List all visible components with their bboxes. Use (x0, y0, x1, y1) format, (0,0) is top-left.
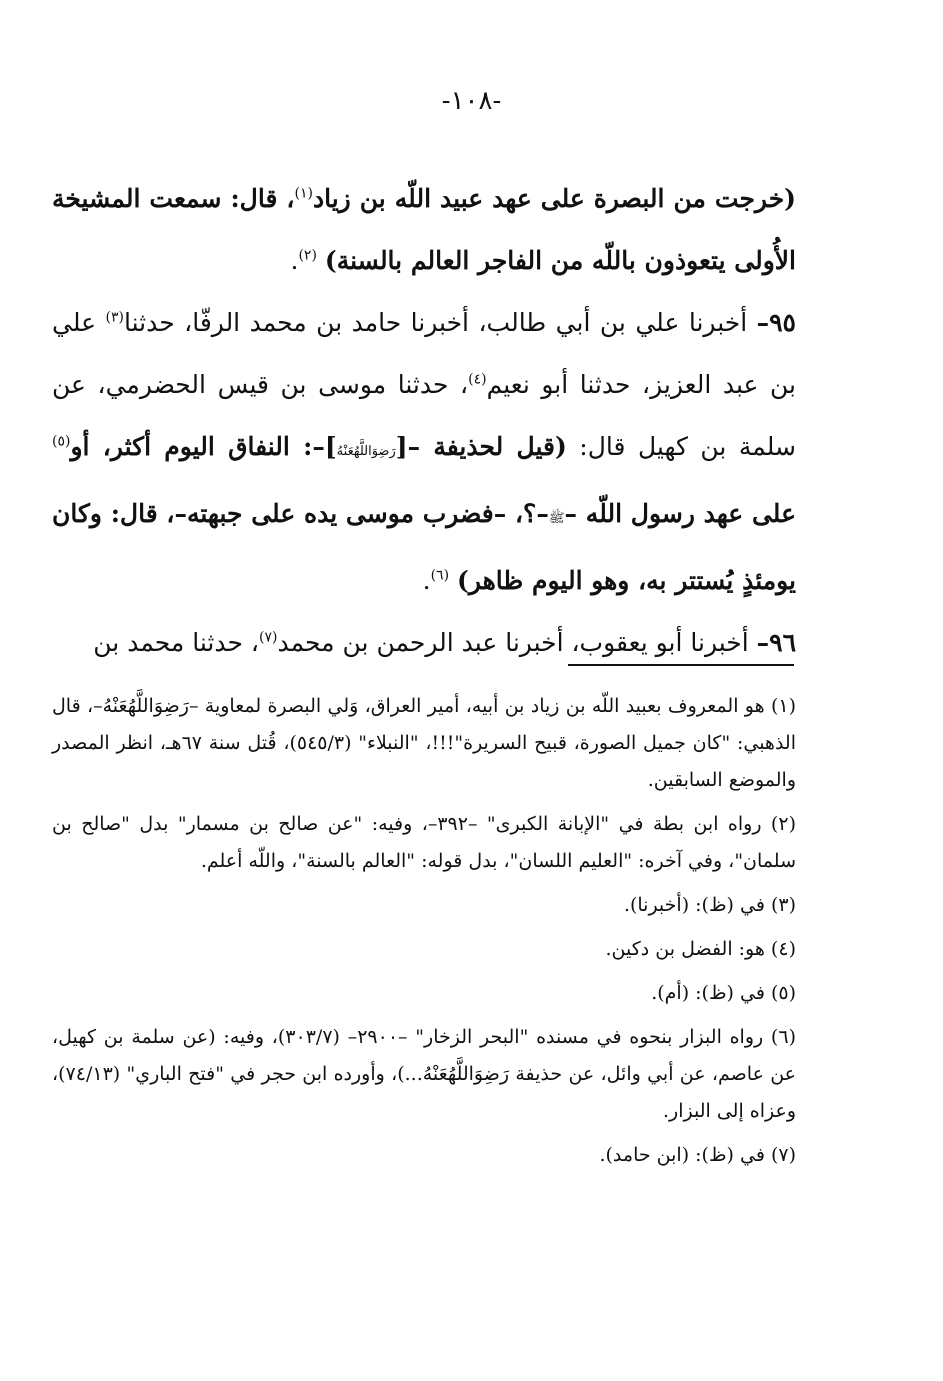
footnote-5: (٥) في (ظ): (أم). (651, 982, 796, 1004)
matn-text-part2: ]–: النفاق اليوم أكثر، أو (70, 432, 337, 461)
isnad-text-part2: علي بن عبد العزيز، حدثنا أبو نعيم (52, 308, 796, 399)
footnote-ref-7: (٧) (258, 629, 278, 646)
isnad-96-part1: أخبرنا أبو يعقوب، أخبرنا عبد الرحمن بن محمد (277, 628, 749, 657)
footnote-7: (٧) في (ظ): (ابن حامد). (599, 1144, 796, 1166)
paragraph-quote (52, 168, 796, 292)
hadith-number-95: ٩٥– (756, 308, 796, 337)
footnote-ref-5: (٥) (52, 433, 71, 450)
footnote-separator (568, 664, 794, 666)
matn-text-part4: –؟، –فضرب موسى يده على جبهته–، قال: وكان يومئذٍ يُستتر به، وهو اليوم ظاهر) (52, 499, 796, 595)
honorific-salawat: ﷺ (548, 511, 565, 526)
main-text (52, 168, 796, 674)
quote-text-end: . (290, 246, 299, 275)
footnote-2: (٢) رواه ابن بطة في "الإبانة الكبرى" –٣٩٢–، وفيه: "عن صالح بن مسمار" بدل "صالح بن سلمان"، وفي آخره: "العليم اللسان"، بدل قوله: "العالم بالسنة"، واللّه أعلم. (52, 813, 796, 872)
footnote-ref-1: (١) (294, 185, 313, 202)
isnad-96-part2: ، حدثنا محمد بن (93, 628, 259, 657)
isnad-text-part3: ، حدثنا موسى بن قيس الحضرمي، عن سلمة بن كهيل قال: (52, 370, 796, 461)
footnote-ref-4: (٤) (468, 371, 487, 388)
footnote-ref-3: (٣) (105, 309, 124, 326)
matn-text-part1: (قيل لحذيفة –[ (395, 432, 567, 461)
footnote-4: (٤) هو: الفضل بن دكين. (605, 938, 796, 960)
paragraph-95 (52, 292, 796, 612)
quote-text-part2: ، قال: سمعت المشيخة الأُولى يتعوذون باللّه من الفاجر العالم بالسنة) (52, 184, 796, 275)
isnad-text-part1: أخبرنا علي بن أبي طالب، أخبرنا حامد بن محمد الرفّا، حدثنا (123, 308, 748, 337)
footnote-ref-6: (٦) (430, 567, 450, 584)
matn-text-part3: على عهد رسول اللّه – (564, 499, 796, 528)
footnote-1: (١) هو المعروف بعبيد اللّه بن زياد بن أبيه، أمير العراق، وَلي البصرة لمعاوية –رَضِوَاللَّهُعَنْهُ–، قال الذهبي: "كان جميل الصورة، قبيح السريرة"!!!، "النبلاء" (٥٤٥/٣)، قُتل سنة ٦٧هـ، انظر المصدر والموضع السابقين. (52, 695, 796, 791)
page-number: -١٠٨- (441, 86, 502, 116)
hadith-number-96: ٩٦– (756, 628, 796, 657)
matn-text-end: . (422, 566, 431, 595)
honorific-radiyallahu: رَضِوَاللَّهُعَنْهُ (336, 444, 396, 459)
footnote-6: (٦) رواه البزار بنحوه في مسنده "البحر الزخار" –٢٩٠٠– (٣٠٣/٧)، وفيه: (عن سلمة بن كهيل، عن عاصم، عن أبي وائل، عن حذيفة رَضِوَاللَّهُعَنْهُ...)، وأورده ابن حجر في "فتح الباري" (٧٤/١٣)، وعزاه إلى البزار. (52, 1026, 796, 1122)
quote-text-part1: (خرجت من البصرة على عهد عبيد اللّه بن زياد (312, 184, 796, 213)
footnote-3: (٣) في (ظ): (أخبرنا). (623, 894, 796, 916)
footnotes (52, 688, 796, 1181)
footnote-ref-2: (٢) (298, 247, 317, 264)
